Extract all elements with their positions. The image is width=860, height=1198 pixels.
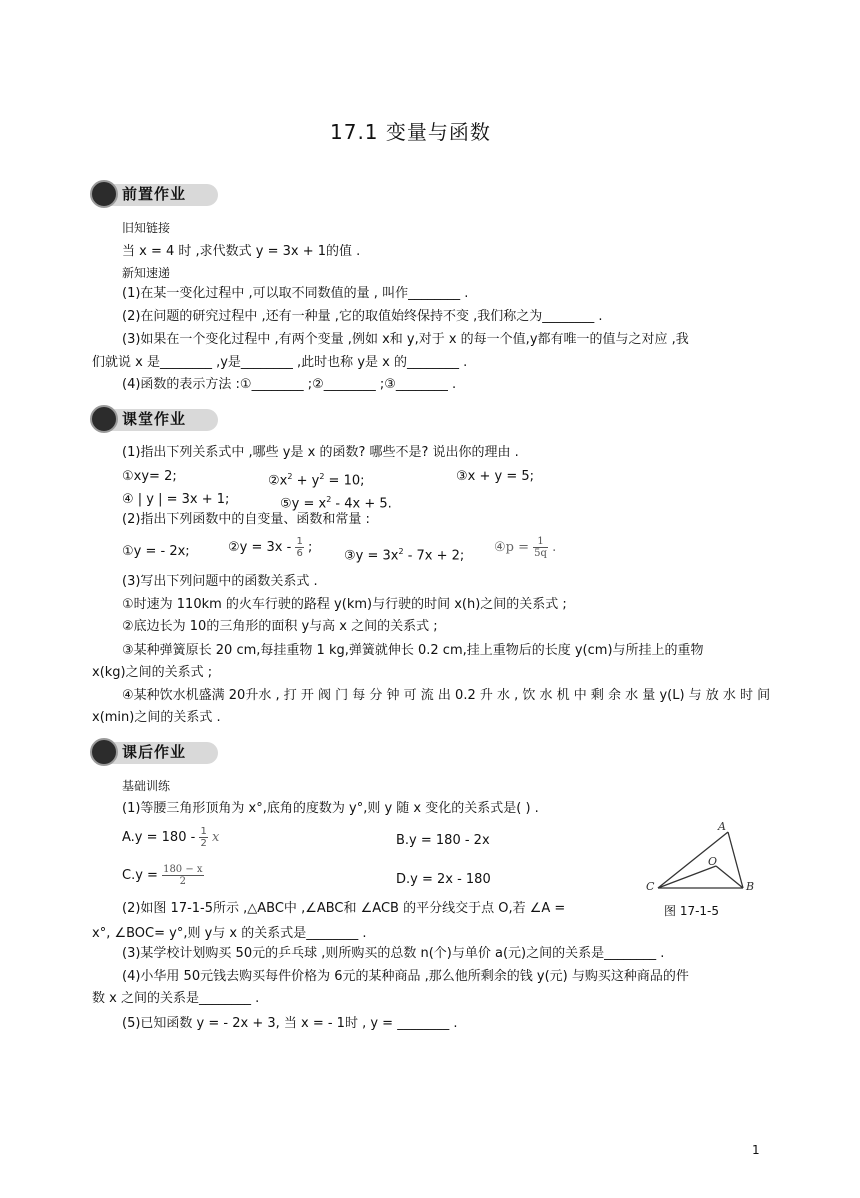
figure-caption: 图 17-1-5 xyxy=(664,904,720,918)
option-a: A.y = 180 - $\frac{1}{2}$ x xyxy=(122,826,220,849)
section-badge-icon xyxy=(90,180,118,208)
class-q2: (2)指出下列函数中的自变量、函数和常量 : xyxy=(122,512,370,527)
class-q3-item4a: ④某种饮水机盛满 20升水 , 打 开 阀 门 每 分 钟 可 流 出 0.2 升 水 , 饮 水 机 中 剩 余 水 量 y(L) 与 放 水 时 间 xyxy=(122,688,771,703)
post-q1: (1)等腰三角形顶角为 x°,底角的度数为 y°,则 y 随 x 变化的关系式是( ) . xyxy=(122,801,539,816)
section-header-class xyxy=(90,405,210,435)
class-q1-item3: ③x + y = 5; xyxy=(456,469,535,484)
page-number: 1 xyxy=(752,1143,760,1157)
class-q2-item3: ③y = $3x^2 - 7x + 2$; xyxy=(344,547,465,564)
play-badge-icon xyxy=(90,405,118,433)
class-q3-item2: ②底边长为 10的三角形的面积 y与高 x 之间的关系式 ; xyxy=(122,619,438,634)
class-q3: (3)写出下列问题中的函数关系式 . xyxy=(122,574,318,589)
class-q2-item1: ①y = - 2x; xyxy=(122,544,190,559)
class-q3-item1: ①时速为 110km 的火车行驶的路程 y(km)与行驶的时间 x(h)之间的关系式 ; xyxy=(122,597,567,612)
section-title-post: 课后作业 xyxy=(122,743,187,761)
class-q1-item1: ①xy= 2; xyxy=(122,469,177,484)
post-q2b: x°, ∠BOC= y°,则 y与 x 的关系式是________ . xyxy=(92,926,367,941)
class-q1-item4: ④ | y | = 3x + 1; xyxy=(122,492,230,507)
vertex-label-b: B xyxy=(746,880,755,893)
subheading-basic-training: 基础训练 xyxy=(122,779,171,793)
point-label-o: O xyxy=(708,855,718,868)
class-q3-item3a: ③某种弹簧原长 20 cm,每挂重物 1 kg,弹簧就伸长 0.2 cm,挂上重物后的长度 y(cm)与所挂上的重物 xyxy=(122,643,704,658)
pre-line-1: 当 x = 4 时 ,求代数式 y = 3x + 1的值 . xyxy=(122,244,361,259)
pre-line-3: (2)在问题的研究过程中 ,还有一种量 ,它的取值始终保持不变 ,我们称之为________ . xyxy=(122,309,603,324)
runner-badge-icon xyxy=(90,738,118,766)
class-q2-item4: ④p = $\frac{1}{5q}$ . xyxy=(494,536,557,559)
class-q3-item4b: x(min)之间的关系式 . xyxy=(92,710,221,725)
page-title: 17.1 变量与函数 xyxy=(330,120,491,144)
triangle-side-ca xyxy=(658,832,728,888)
post-q4b: 数 x 之间的关系是________ . xyxy=(92,991,260,1006)
post-q2a: (2)如图 17-1-5所示 ,△ABC中 ,∠ABC和 ∠ACB 的平分线交于点 O,若 ∠A = xyxy=(122,901,566,916)
post-q4a: (4)小华用 50元钱去购买每件价格为 6元的某种商品 ,那么他所剩余的钱 y(元) 与购买这种商品的件 xyxy=(122,969,689,984)
subheading-old-knowledge: 旧知链接 xyxy=(122,221,171,235)
bisector-bo xyxy=(716,866,743,888)
class-q2-item2: ②y = 3x - $\frac{1}{6}$ ; xyxy=(228,536,313,559)
pre-line-4a: (3)如果在一个变化过程中 ,有两个变量 ,例如 x和 y,对于 x 的每一个值,y都有唯一的值与之对应 ,我 xyxy=(122,332,689,347)
class-q3-item3b: x(kg)之间的关系式 ; xyxy=(92,665,213,680)
post-q3: (3)某学校计划购买 50元的乒乓球 ,则所购买的总数 n(个)与单价 a(元)之间的关系是________ . xyxy=(122,946,665,961)
post-q5: (5)已知函数 y = - 2x + 3, 当 x = - 1时 , y = ________ . xyxy=(122,1016,458,1031)
section-title-class: 课堂作业 xyxy=(122,410,187,428)
vertex-label-a: A xyxy=(718,820,726,833)
pre-line-5: (4)函数的表示方法 :①________ ;②________ ;③________ . xyxy=(122,377,457,392)
class-q1-item5: ⑤y = $x^2 - 4x + 5$. xyxy=(280,495,392,512)
section-header-pre xyxy=(90,180,210,210)
bisector-co xyxy=(658,866,716,888)
pre-line-2: (1)在某一变化过程中 ,可以取不同数值的量 , 叫作________ . xyxy=(122,286,469,301)
subheading-new-knowledge: 新知速递 xyxy=(122,266,171,280)
option-c: C.y = $\frac{180 - x}{2}$ xyxy=(122,864,203,887)
vertex-label-c: C xyxy=(646,880,655,893)
class-q1: (1)指出下列关系式中 ,哪些 y是 x 的函数? 哪些不是? 说出你的理由 . xyxy=(122,445,519,460)
triangle-side-ab xyxy=(728,832,743,888)
pre-line-4b: 们就说 x 是________ ,y是________ ,此时也称 y是 x 的________ . xyxy=(92,355,468,370)
section-header-post xyxy=(90,738,210,768)
option-b: B.y = 180 - 2x xyxy=(396,833,490,848)
class-q1-item2: $②x^2 + y^2 = 10$; xyxy=(268,472,365,489)
section-title-pre: 前置作业 xyxy=(122,185,187,203)
option-d: D.y = 2x - 180 xyxy=(396,872,491,887)
